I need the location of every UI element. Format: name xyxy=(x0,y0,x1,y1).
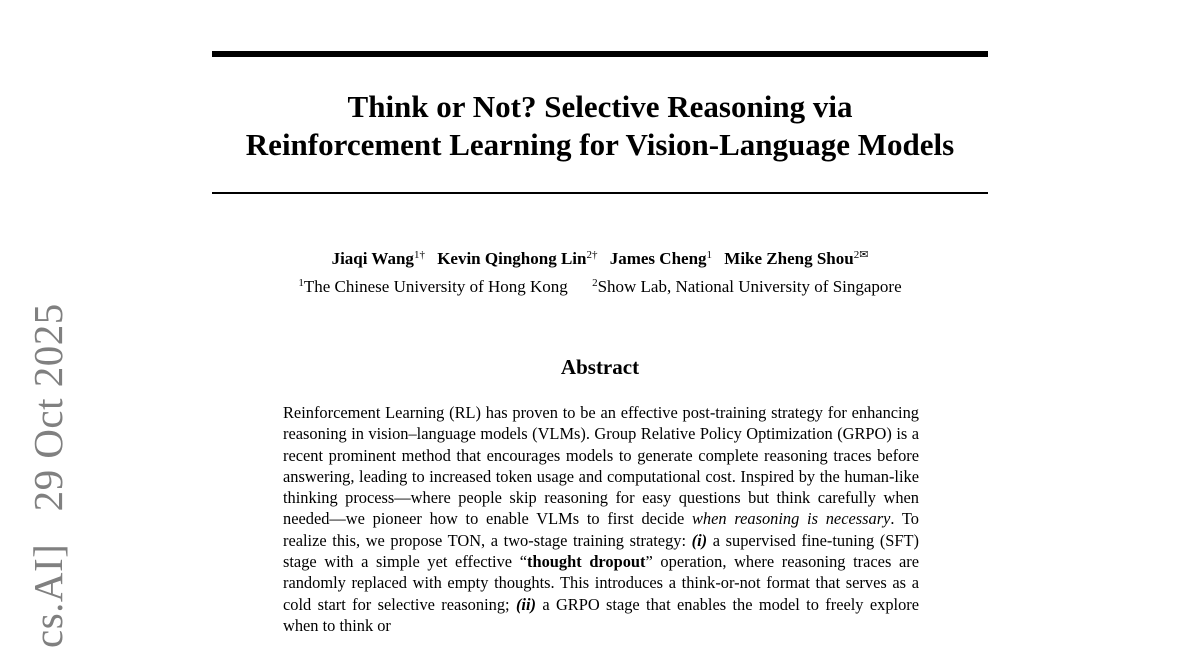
affiliation-mark: 2 xyxy=(592,277,598,289)
affiliation-list xyxy=(150,276,1050,298)
title-line-2: Reinforcement Learning for Vision-Language Models xyxy=(245,127,955,162)
author-name: Jiaqi Wang xyxy=(331,249,414,268)
affiliation-mark: 1 xyxy=(298,277,304,289)
title-bottom-rule xyxy=(212,192,988,194)
arxiv-category: cs.AI] xyxy=(25,543,71,648)
author-name: Kevin Qinghong Lin xyxy=(437,249,587,268)
author-marks: 1† xyxy=(413,249,425,261)
abstract-segment: a supervised fine-tuning (SFT) stage with a simple yet effective “ xyxy=(283,530,919,572)
affiliation-name: The Chinese University of Hong Kong xyxy=(303,277,568,296)
paper-title xyxy=(150,88,1050,164)
abstract-segment: Reinforcement Learning (RL) has proven to be an effective post-training strategy for enhancing reasoning in vision–language models (VLMs). Group Relative Policy Optimization (GRPO) is a recent prominent method that encourages models to generate complete reasoning traces before answering, leading to increased token usage and computational cost. Inspired by the human-like thinking process—where people skip reasoning for easy questions but think carefully when needed—we pioneer how to enable VLMs to first decide xyxy=(283,403,919,529)
abstract-segment: . To realize this, we propose TON, a two-stage training strategy: xyxy=(283,509,919,550)
author-list xyxy=(150,248,1050,270)
author-3 xyxy=(610,249,712,268)
abstract-text xyxy=(283,402,919,636)
author-name: Mike Zheng Shou xyxy=(724,249,854,268)
abstract-segment: ” operation, where reasoning traces are randomly replaced with empty thoughts. This introduces a think-or-not format that serves as a cold start for selective reasoning; xyxy=(283,552,919,614)
author-marks: 1 xyxy=(706,249,713,261)
author-name: James Cheng xyxy=(609,249,707,268)
abstract-step-marker: (ii) xyxy=(515,594,536,614)
abstract-segment: a GRPO stage that enables the model to freely explore when to think or xyxy=(283,594,920,635)
abstract-heading: Abstract xyxy=(560,355,640,379)
title-line-1: Think or Not? Selective Reasoning via xyxy=(347,89,853,124)
author-1 xyxy=(332,249,425,268)
abstract-step-marker: (i) xyxy=(691,530,708,550)
arxiv-date: 29 Oct 2025 xyxy=(25,303,71,512)
author-marks: 2† xyxy=(586,249,598,261)
arxiv-sidebar-stamp xyxy=(24,303,72,648)
abstract-bold-term: thought dropout xyxy=(527,552,646,572)
affiliation-2 xyxy=(592,277,902,296)
abstract-emphasis: when reasoning is necessary xyxy=(692,509,891,529)
affiliation-name: Show Lab, National University of Singapore xyxy=(597,277,902,296)
affiliation-1 xyxy=(298,277,567,296)
top-rule xyxy=(212,51,988,57)
author-marks: 2✉ xyxy=(853,249,869,261)
author-4 xyxy=(724,249,868,268)
author-2 xyxy=(437,249,597,268)
